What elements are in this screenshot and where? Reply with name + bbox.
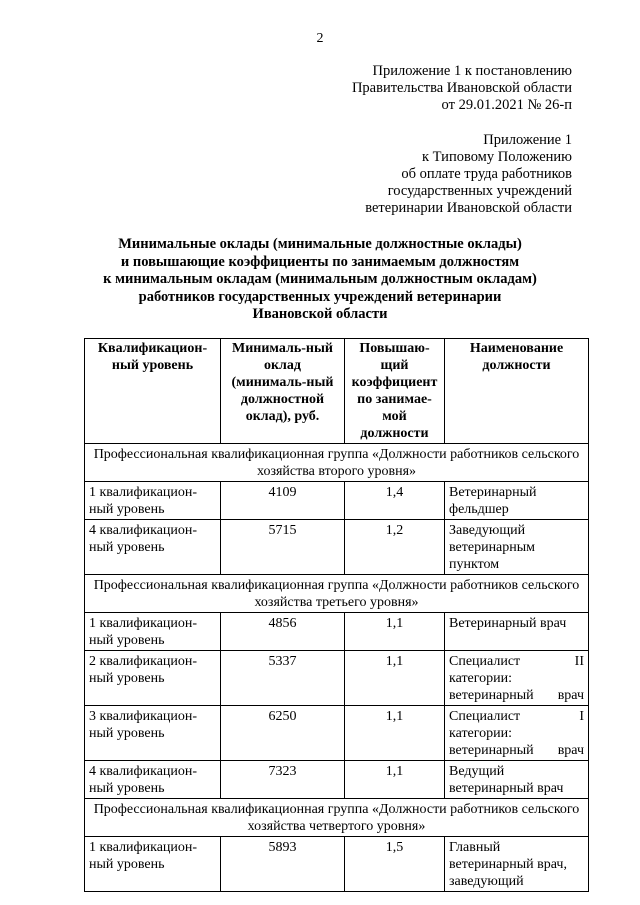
group-row — [85, 799, 589, 837]
appendix-regulation-line: Приложение 1 — [483, 132, 572, 148]
cell-position: Специалист II категории: ветеринарный врач — [445, 651, 589, 706]
table-row — [85, 520, 589, 575]
cell-level: 1 квалификацион-ный уровень — [85, 482, 221, 520]
cell-salary: 5337 — [221, 651, 345, 706]
table-row — [85, 613, 589, 651]
appendix-regulation-line: государственных учреждений — [387, 183, 572, 199]
cell-position: Заведующий ветеринарным пунктом — [445, 520, 589, 575]
cell-coefficient: 1,1 — [345, 706, 445, 761]
appendix-decree-line: от 29.01.2021 № 26-п — [441, 97, 572, 113]
table-header-row — [85, 339, 589, 444]
cell-salary: 5715 — [221, 520, 345, 575]
cell-position: Главный ветеринарный врач, заведующий — [445, 837, 589, 892]
cell-salary: 4856 — [221, 613, 345, 651]
title-line: Минимальные оклады (минимальные должностные оклады) — [118, 236, 522, 252]
cell-coefficient: 1,1 — [345, 651, 445, 706]
appendix-regulation-line: ветеринарии Ивановской области — [365, 200, 572, 216]
table-row — [85, 482, 589, 520]
table-row — [85, 651, 589, 706]
cell-coefficient: 1,5 — [345, 837, 445, 892]
group-row — [85, 575, 589, 613]
salary-table — [84, 338, 589, 892]
table-row — [85, 706, 589, 761]
title-line: Ивановской области — [252, 306, 388, 322]
appendix-decree-line: Приложение 1 к постановлению — [372, 63, 572, 79]
cell-coefficient: 1,2 — [345, 520, 445, 575]
title-line: к минимальным окладам (минимальным должностным окладам) — [103, 271, 537, 287]
cell-level: 1 квалификацион-ный уровень — [85, 613, 221, 651]
cell-salary: 4109 — [221, 482, 345, 520]
cell-position: Ведущий ветеринарный врач — [445, 761, 589, 799]
document-title — [60, 236, 580, 324]
appendix-decree-line: Правительства Ивановской области — [351, 80, 572, 96]
cell-level: 4 квалификацион-ный уровень — [85, 761, 221, 799]
cell-coefficient: 1,1 — [345, 613, 445, 651]
cell-position: Специалист I категории: ветеринарный врач — [445, 706, 589, 761]
cell-level: 2 квалификацион-ный уровень — [85, 651, 221, 706]
group-title: Профессиональная квалификационная группа «Должности работников сельского хозяйства третьего уровня» — [85, 575, 589, 613]
table-row — [85, 837, 589, 892]
header-position: Наименование должности — [445, 339, 589, 444]
header-salary: Минималь-ный оклад (минималь-ный должностной оклад), руб. — [221, 339, 345, 444]
page-number: 2 — [316, 31, 324, 46]
cell-position: Ветеринарный врач — [445, 613, 589, 651]
group-title: Профессиональная квалификационная группа «Должности работников сельского хозяйства второго уровня» — [85, 444, 589, 482]
appendix-regulation-line: к Типовому Положению — [422, 149, 572, 165]
group-title: Профессиональная квалификационная группа «Должности работников сельского хозяйства четвертого уровня» — [85, 799, 589, 837]
cell-position: Ветеринарный фельдшер — [445, 482, 589, 520]
appendix-regulation-line: об оплате труда работников — [401, 166, 572, 182]
appendix-regulation-block — [365, 132, 572, 217]
appendix-decree-block — [352, 63, 572, 114]
cell-salary: 5893 — [221, 837, 345, 892]
cell-level: 1 квалификацион-ный уровень — [85, 837, 221, 892]
title-line: и повышающие коэффициенты по занимаемым должностям — [120, 253, 520, 270]
cell-coefficient: 1,4 — [345, 482, 445, 520]
group-row — [85, 444, 589, 482]
header-coefficient: Повышаю-щий коэффициент по занимае-мой должности — [345, 339, 445, 444]
title-line: работников государственных учреждений ветеринарии — [138, 288, 502, 305]
cell-level: 4 квалификацион-ный уровень — [85, 520, 221, 575]
cell-coefficient: 1,1 — [345, 761, 445, 799]
cell-salary: 7323 — [221, 761, 345, 799]
header-level: Квалификацион-ный уровень — [85, 339, 221, 444]
cell-level: 3 квалификацион-ный уровень — [85, 706, 221, 761]
cell-salary: 6250 — [221, 706, 345, 761]
table-row — [85, 761, 589, 799]
